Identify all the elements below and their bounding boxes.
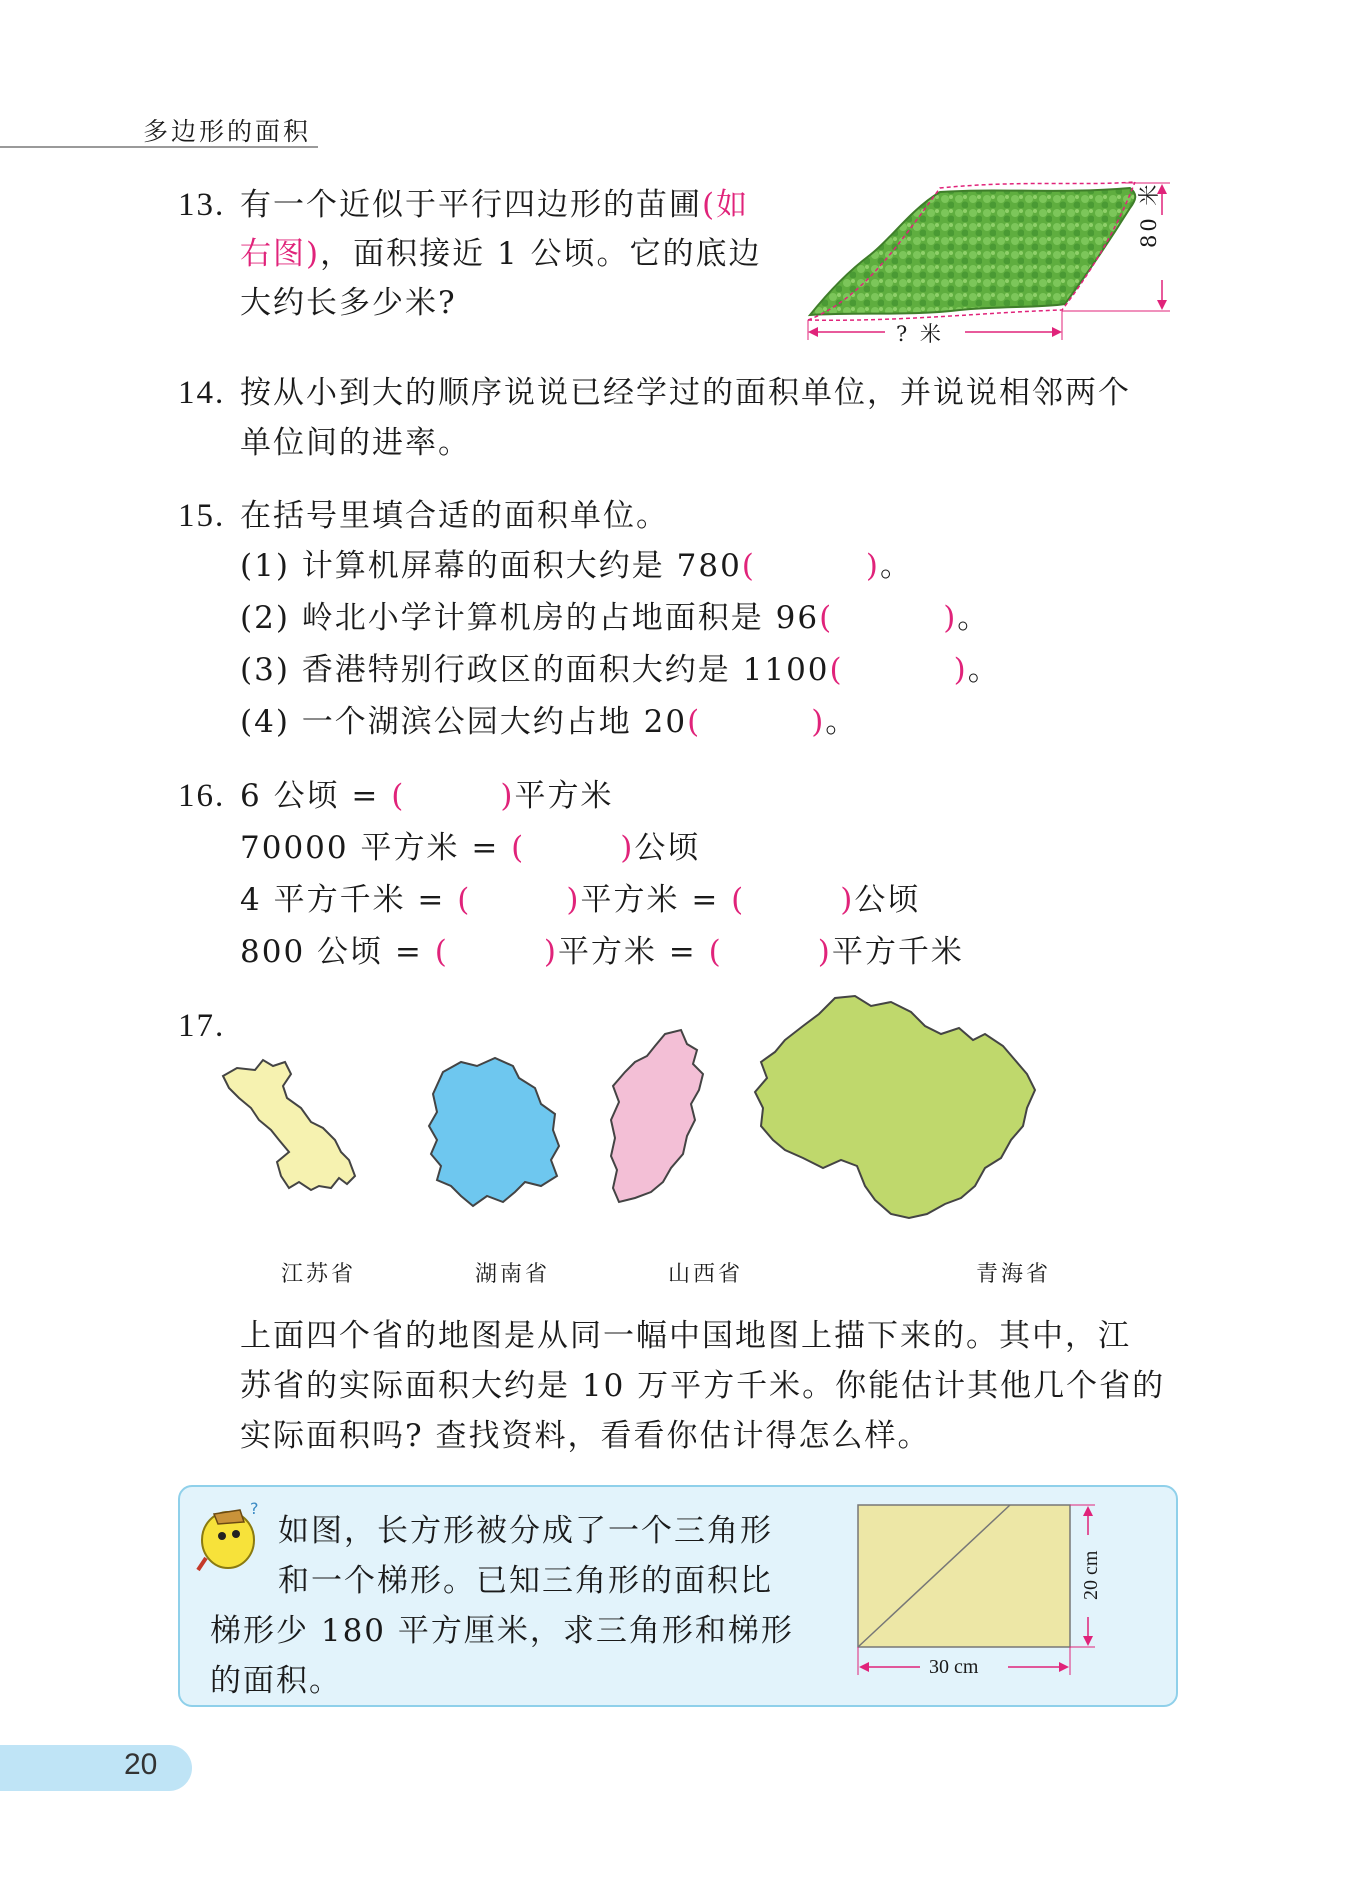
province-label-qinghai: 青海省 [976, 1262, 1052, 1287]
q16-line3-open-1: ( [457, 882, 472, 918]
rect-width-label: 30 cm [929, 1656, 979, 1678]
q15-item-3-text: (3) 香港特别行政区的面积大约是 1100 [240, 652, 830, 688]
q16-line2-close: ) [620, 830, 635, 866]
q15-item-1-end: 。 [880, 548, 914, 584]
q15-item-3-close: ) [953, 652, 968, 688]
q15-item-4-text: (4) 一个湖滨公园大约占地 20 [240, 704, 688, 740]
q16-line2-lhs: 70000 平方米 = [240, 830, 512, 866]
province-label-shanxi: 山西省 [668, 1262, 744, 1287]
nursery-base-label: ? 米 [896, 322, 944, 346]
shanxi-map [611, 1030, 703, 1202]
q15-item-2-open: ( [819, 600, 834, 636]
q14-number: 14. [178, 375, 226, 411]
q17-line2: 苏省的实际面积大约是 10 万平方千米。你能估计其他几个省的 [240, 1368, 1166, 1404]
q15-item-4 [240, 696, 858, 748]
page-number-tab [0, 1745, 192, 1791]
q15-item-3-end: 。 [967, 652, 1001, 688]
chapter-title: 多边形的面积 [143, 117, 312, 146]
q16-line4-unit: 平方千米 [831, 934, 964, 970]
hunan-map [429, 1058, 559, 1206]
q15-item-4-close: ) [811, 704, 826, 740]
q16-line2 [240, 822, 700, 874]
qinghai-map [755, 996, 1035, 1218]
q15-item-1-close: ) [865, 548, 881, 584]
page-number: 20 [124, 1748, 158, 1781]
q16-line3-mid: 平方米 = [580, 882, 732, 918]
q16-line4-open-2: ( [708, 934, 723, 970]
svg-text:?: ? [250, 1499, 259, 1518]
q16-line1 [240, 770, 613, 822]
mascot-icon [192, 1496, 270, 1578]
q16-line4-close-2: ) [817, 934, 832, 970]
challenge-line1: 如图，长方形被分成了一个三角形 [278, 1513, 773, 1549]
challenge-line3: 梯形少 180 平方厘米，求三角形和梯形 [210, 1613, 794, 1649]
q13-line1-text: 有一个近似于平行四边形的苗圃 [240, 187, 702, 223]
q17-number: 17. [178, 1008, 226, 1044]
q15-item-2 [240, 592, 990, 644]
q14-line1: 按从小到大的顺序说说已经学过的面积单位，并说说相邻两个 [240, 375, 1131, 411]
q16-line3 [240, 874, 920, 926]
q16-line3-close-2: ) [840, 882, 855, 918]
challenge-line4: 的面积。 [210, 1663, 342, 1699]
q13-line1-ref: (如 [702, 187, 750, 223]
q13-line2 [240, 228, 762, 280]
q16-line2-unit: 公顷 [634, 830, 701, 866]
q16-line4-lhs: 800 公顷 = [240, 934, 435, 970]
q16-line3-close-1: ) [566, 882, 581, 918]
header-divider [0, 146, 318, 148]
q15-item-1-open: ( [741, 548, 756, 584]
q16-line1-lhs: 6 公顷 = [240, 778, 392, 814]
q16-line3-unit: 公顷 [854, 882, 921, 918]
q17-line3: 实际面积吗? 查找资料，看看你估计得怎么样。 [240, 1418, 931, 1454]
q15-number: 15. [178, 498, 226, 534]
q16-line1-unit: 平方米 [514, 778, 614, 814]
nursery-height-label: 80 米 [1137, 181, 1161, 248]
q15-item-4-end: 。 [825, 704, 859, 740]
q16-line2-open: ( [511, 830, 526, 866]
q14-line2: 单位间的进率。 [240, 425, 471, 461]
q16-line3-lhs: 4 平方千米 = [240, 882, 458, 918]
q15-item-1 [240, 540, 913, 592]
province-label-jiangsu: 江苏省 [281, 1262, 357, 1287]
q13-line1 [240, 179, 749, 231]
q16-line4-open-1: ( [434, 934, 449, 970]
q13-line2-text: ，面积接近 1 公顷。它的底边 [320, 236, 762, 272]
jiangsu-map [223, 1060, 355, 1190]
q16-line4-close-1: ) [543, 934, 558, 970]
q15-item-2-text: (2) 岭北小学计算机房的占地面积是 96 [240, 600, 820, 636]
rectangle-figure [850, 1495, 1110, 1685]
q15-item-3-open: ( [829, 652, 844, 688]
q15-item-2-close: ) [943, 600, 958, 636]
rectangle-shape [858, 1505, 1070, 1647]
q13-line2-ref: 右图) [240, 236, 321, 272]
q16-line4 [240, 926, 964, 978]
q16-line1-open: ( [391, 778, 406, 814]
q16-number: 16. [178, 778, 226, 814]
q13-number: 13. [178, 187, 226, 223]
challenge-line2: 和一个梯形。已知三角形的面积比 [278, 1563, 773, 1599]
q16-line3-open-2: ( [731, 882, 746, 918]
q15-item-2-end: 。 [957, 600, 991, 636]
province-label-hunan: 湖南省 [475, 1262, 551, 1287]
q17-line1: 上面四个省的地图是从同一幅中国地图上描下来的。其中，江 [240, 1318, 1131, 1354]
q15-item-4-open: ( [687, 704, 702, 740]
rect-height-label: 20 cm [1080, 1550, 1102, 1600]
q15-title: 在括号里填合适的面积单位。 [240, 498, 669, 534]
q15-item-3 [240, 644, 1001, 696]
q16-line1-close: ) [500, 778, 515, 814]
q15-item-1-text: (1) 计算机屏幕的面积大约是 780 [240, 548, 742, 584]
nursery-shape [810, 188, 1135, 315]
q16-line4-mid: 平方米 = [557, 934, 709, 970]
nursery-figure [800, 180, 1180, 355]
province-maps [215, 990, 1175, 1240]
q13-line3: 大约长多少米? [240, 285, 457, 321]
